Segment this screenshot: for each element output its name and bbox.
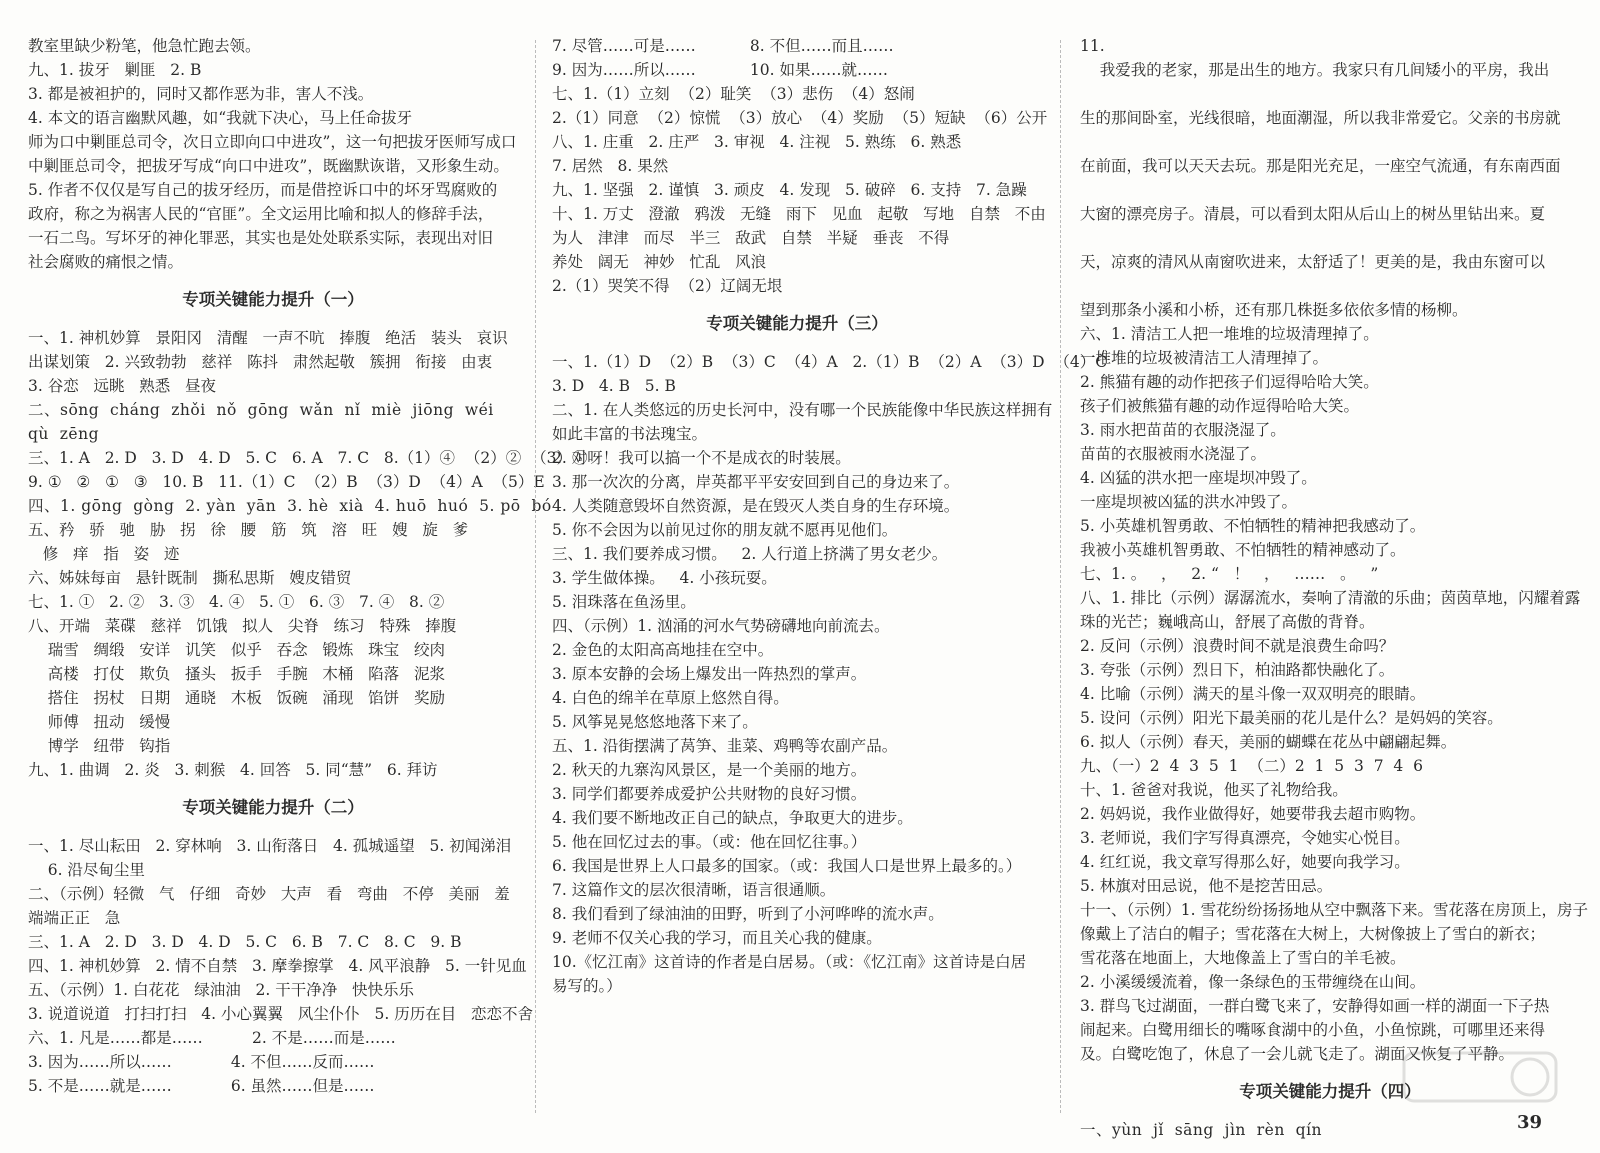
answer-line: 一石二鸟。写坏牙的神化罪恶，其实也是处处联系实际，表现出对旧 — [28, 229, 494, 247]
answer-line: 一、1.（1）D （2）B （3）C （4）A 2.（1）B （2）A （3）D （4）C — [552, 353, 1108, 371]
answer-line: 四、1. 神机妙算 2. 情不自禁 3. 摩拳擦掌 4. 风平浪静 5. 一针见血 — [28, 957, 527, 975]
answer-line: 5. 他在回忆过去的事。（或：他在回忆往事。） — [552, 833, 867, 851]
column-divider — [535, 40, 536, 1113]
answer-line: 我爱我的老家，那是出生的地方。我家只有几间矮小的平房，我出 — [1080, 61, 1550, 79]
answer-line: 6. 沿尽甸尘里 — [28, 861, 145, 879]
answer-line: 及。白鹭吃饱了，休息了一会儿就飞走了。湖面又恢复了平静。 — [1080, 1045, 1515, 1063]
answer-line: 5. 设问（示例）阳光下最美丽的花儿是什么？是妈妈的笑容。 — [1080, 709, 1503, 727]
answer-line: 2. 金色的太阳高高地挂在空中。 — [552, 641, 774, 659]
answer-line: 一、1. 尽山耘田 2. 穿林响 3. 山衔落日 4. 孤城遥望 5. 初闻涕泪 — [28, 837, 512, 855]
answer-line: 5. 你不会因为以前见过你的朋友就不愿再见他们。 — [552, 521, 898, 539]
answer-line: 11. — [1080, 37, 1105, 55]
answer-line: 2. 妈妈说，我作业做得好，她要带我去超市购物。 — [1080, 805, 1426, 823]
answer-line: 七、1. ① 2. ② 3. ③ 4. ④ 5. ① 6. ③ 7. ④ 8. ② — [28, 593, 445, 611]
answer-line: 2.（1）同意 （2）惊慌 （3）放心 （4）奖励 （5）短缺 （6）公开 — [552, 109, 1048, 127]
answer-line: 八、1. 庄重 2. 庄严 3. 审视 4. 注视 5. 熟练 6. 熟悉 — [552, 133, 962, 151]
pinyin-answer-line: qù zēng — [28, 425, 100, 443]
answer-line: 3. 群鸟飞过湖面，一群白鹭飞来了，安静得如画一样的湖面一下子热 — [1080, 997, 1550, 1015]
answer-line — [1080, 82, 1580, 106]
answer-line: 三、1. 我们要养成习惯。 2. 人行道上挤满了男女老少。 — [552, 545, 948, 563]
answer-column-middle — [552, 34, 1108, 998]
answer-line: 2. 熊猫有趣的动作把孩子们逗得哈哈大笑。 — [1080, 373, 1379, 391]
answer-line: 9. ① ② ① ③ 10. B 11.（1）C （2）B （3）D （4）A （5）E — [28, 473, 545, 491]
answer-line: 3. 都是被袒护的，同时又都作恶为非，害人不浅。 — [28, 85, 374, 103]
answer-line: 4. 比喻（示例）满天的星斗像一双双明亮的眼睛。 — [1080, 685, 1426, 703]
answer-line: 2.（1）哭笑不得 （2）辽阔无垠 — [552, 277, 783, 295]
answer-line: 二、（示例）轻微 气 仔细 奇妙 大声 看 弯曲 不停 美丽 羞 — [28, 885, 510, 903]
answer-line: 十、1. 万丈 澄澈 鸦泼 无缝 雨下 见血 起敬 写地 自禁 不由 — [552, 205, 1046, 223]
answer-line: 易写的。） — [552, 977, 622, 995]
answer-line: 像戴上了洁白的帽子；雪花落在大树上，大树像披上了雪白的新衣； — [1080, 925, 1546, 943]
answer-line: 6. 拟人（示例）春天，美丽的蝴蝶在花丛中翩翩起舞。 — [1080, 733, 1457, 751]
answer-line: 师傅 扭动 缓慢 — [28, 713, 171, 731]
answer-line: 8. 我们看到了绿油油的田野，听到了小河哗哗的流水声。 — [552, 905, 944, 923]
answer-line: 3. 老师说，我们字写得真漂亮，令她实心悦目。 — [1080, 829, 1410, 847]
answer-line: 八、开端 菜碟 慈祥 饥饿 拟人 尖脊 练习 特殊 捧腹 — [28, 617, 457, 635]
answer-line: 五、（示例）1. 白花花 绿油油 2. 干干净净 快快乐乐 — [28, 981, 415, 999]
answer-line: 3. D 4. B 5. B — [552, 377, 676, 395]
answer-line: 九、1. 拔牙 剿匪 2. B — [28, 61, 202, 79]
answer-line: 我被小英雄机智勇敢、不怕牺牲的精神感动了。 — [1080, 541, 1406, 559]
answer-line: 大窗的漂亮房子。清晨，可以看到太阳从后山上的树丛里钻出来。夏 — [1080, 205, 1546, 223]
answer-line: 9. 老师不仅关心我的学习，而且关心我的健康。 — [552, 929, 882, 947]
answer-line: 四、（示例）1. 汹涌的河水气势磅礴地向前流去。 — [552, 617, 890, 635]
answer-line — [1080, 130, 1580, 154]
answer-line — [1080, 178, 1580, 202]
column-divider — [1060, 40, 1061, 1113]
answer-line: 一座堤坝被凶猛的洪水冲毁了。 — [1080, 493, 1298, 511]
answer-line: 三、1. A 2. D 3. D 4. D 5. C 6. A 7. C 8.（1）④ （2）② （3）① — [28, 449, 588, 467]
answer-line: 师为口中剿匪总司令，次日立即向口中进攻”，这一句把拔牙医师写成口 — [28, 133, 517, 151]
answer-line: 3. 同学们都要养成爱护公共财物的良好习惯。 — [552, 785, 867, 803]
answer-line: 5. 林旗对田忌说，他不是挖苦田忌。 — [1080, 877, 1333, 895]
answer-line: 珠的光芒；巍峨高山，舒展了高傲的背脊。 — [1080, 613, 1375, 631]
answer-line: 搭住 拐杖 日期 通晓 木板 饭碗 涌现 馅饼 奖励 — [28, 689, 445, 707]
answer-line: 4. 我们要不断地改正自己的缺点，争取更大的进步。 — [552, 809, 913, 827]
answer-line: 端端正正 急 — [28, 909, 121, 927]
answer-line: 7. 尽管……可是…… 8. 不但……而且…… — [552, 37, 894, 55]
answer-line: 2. 反问（示例）浪费时间不就是浪费生命吗？ — [1080, 637, 1395, 655]
pinyin-answer-line: 二、sōng cháng zhǒi nǒ gōng wǎn nǐ miè jiōng wéi — [28, 401, 494, 419]
section-heading: 专项关键能力提升（二） — [182, 798, 364, 817]
answer-line: 9. 因为……所以…… 10. 如果……就…… — [552, 61, 888, 79]
answer-line: 如此丰富的书法瑰宝。 — [552, 425, 708, 443]
pinyin-answer-line: 四、1. gōng gòng 2. yàn yān 3. hè xià 4. huō huó 5. pō bó — [28, 497, 552, 515]
answer-line: 3. 说道说道 打扫打扫 4. 小心翼翼 风尘仆仆 5. 历历在目 恋恋不舍 — [28, 1005, 534, 1023]
section-heading: 专项关键能力提升（一） — [182, 290, 364, 309]
answer-line: 政府，称之为祸害人民的“官匪”。全文运用比喻和拟人的修辞手法， — [28, 205, 494, 223]
answer-line: 闹起来。白鹭用细长的嘴啄食湖中的小鱼，小鱼惊跳，可哪里还来得 — [1080, 1021, 1546, 1039]
answer-line: 3. 谷恋 远眺 熟悉 昼夜 — [28, 377, 217, 395]
answer-line: 一、1. 神机妙算 景阳冈 清醒 一声不吭 捧腹 绝活 装头 哀识 — [28, 329, 508, 347]
answer-line: 修 痒 指 姿 迹 — [28, 545, 180, 563]
answer-line: 天，凉爽的清风从南窗吹进来，太舒适了！更美的是，我由东窗可以 — [1080, 253, 1546, 271]
answer-line: 九、1. 曲调 2. 炎 3. 刺猴 4. 回答 5. 同“慧” 6. 拜访 — [28, 761, 438, 779]
answer-line: 高楼 打仗 欺负 搔头 扳手 手腕 木桶 陷落 泥浆 — [28, 665, 445, 683]
answer-line: 孩子们被熊猫有趣的动作逗得哈哈大笑。 — [1080, 397, 1360, 415]
answer-line: 3. 夸张（示例）烈日下，柏油路都快融化了。 — [1080, 661, 1395, 679]
answer-line: 七、1.（1）立刻 （2）耻笑 （3）悲伤 （4）怒闹 — [552, 85, 915, 103]
answer-line: 三、1. A 2. D 3. D 4. D 5. C 6. B 7. C 8. C 9. B — [28, 933, 462, 951]
answer-line: 为人 津津 而尽 半三 敌武 自禁 半疑 垂丧 不得 — [552, 229, 950, 247]
answer-line: 博学 纽带 钩指 — [28, 737, 171, 755]
answer-line: 4. 白色的绵羊在草原上悠然自得。 — [552, 689, 789, 707]
answer-line — [1080, 226, 1580, 250]
answer-line: 3. 雨水把苗苗的衣服浇湿了。 — [1080, 421, 1286, 439]
section-heading: 专项关键能力提升（四） — [1239, 1082, 1421, 1101]
answer-line: 6. 我国是世界上人口最多的国家。（或：我国人口是世界上最多的。） — [552, 857, 1022, 875]
answer-line: 瑞雪 绸缎 安详 讥笑 似乎 吞念 锻炼 珠宝 绞肉 — [28, 641, 445, 659]
answer-line: 10.《忆江南》这首诗的作者是白居易。（或：《忆江南》这首诗是白居 — [552, 953, 1027, 971]
answer-line: 二、1. 在人类悠远的历史长河中，没有哪一个民族能像中华民族这样拥有 — [552, 401, 1053, 419]
answer-line: 五、矜 骄 驰 胁 拐 徐 腰 筋 筑 溶 旺 嫂 旋 爹 — [28, 521, 469, 539]
answer-line: 生的那间卧室，光线很暗，地面潮湿，所以我非常爱它。父亲的书房就 — [1080, 109, 1561, 127]
answer-line: 4. 人类随意毁坏自然资源，是在毁灭人类自身的生存环境。 — [552, 497, 960, 515]
answer-line: 5. 泪珠落在鱼汤里。 — [552, 593, 696, 611]
answer-line: 3. 那一次次的分离，岸英都平平安安回到自己的身边来了。 — [552, 473, 960, 491]
answer-line: 5. 小英雄机智勇敢、不怕牺牲的精神把我感动了。 — [1080, 517, 1426, 535]
answer-line: 八、1. 排比（示例）潺潺流水，奏响了清澈的乐曲；茵茵草地，闪耀着露 — [1080, 589, 1581, 607]
answer-line: 7. 居然 8. 果然 — [552, 157, 669, 175]
answer-line: 十一、（示例）1. 雪花纷纷扬扬地从空中飘落下来。雪花落在房顶上，房子 — [1080, 901, 1588, 919]
answer-line: 4. 凶猛的洪水把一座堤坝冲毁了。 — [1080, 469, 1317, 487]
answer-line: 2. 小溪缓缓流着，像一条绿色的玉带缠绕在山间。 — [1080, 973, 1426, 991]
answer-line: 七、1. 。 ， 2. “ ！ ， …… 。 ” — [1080, 565, 1379, 583]
pinyin-answer-line: 一、yùn jǐ sāng jìn rèn qín — [1080, 1121, 1323, 1139]
answer-line: 2. 对呀！我可以搞一个不是成衣的时装展。 — [552, 449, 851, 467]
answer-line: 雪花落在地面上，大地像盖上了雪白的羊毛被。 — [1080, 949, 1406, 967]
answer-line: 六、1. 清洁工人把一堆堆的垃圾清理掉了。 — [1080, 325, 1379, 343]
answer-column-right — [1080, 34, 1588, 1142]
answer-line: 在前面，我可以天天去玩。那是阳光充足，一座空气流通，有东南西面 — [1080, 157, 1561, 175]
answer-line: 五、1. 沿街摆满了莴笋、韭菜、鸡鸭等农副产品。 — [552, 737, 898, 755]
answer-line: 望到那条小溪和小桥，还有那几株挺多依依多情的杨柳。 — [1080, 301, 1468, 319]
answer-line: 一堆堆的垃圾被清洁工人清理掉了。 — [1080, 349, 1329, 367]
answer-line: 九、1. 坚强 2. 谨慎 3. 顽皮 4. 发现 5. 破碎 6. 支持 7. 急躁 — [552, 181, 1027, 199]
answer-line: 养处 阔无 神妙 忙乱 风浪 — [552, 253, 767, 271]
answer-line: 4. 红红说，我文章写得那么好，她要向我学习。 — [1080, 853, 1410, 871]
answer-line: 3. 学生做体操。 4. 小孩玩耍。 — [552, 569, 777, 587]
answer-line: 3. 因为……所以…… 4. 不但……反而…… — [28, 1053, 375, 1071]
answer-line: 六、姊妹每亩 悬针既制 撕私思斯 嫂皮错贸 — [28, 569, 352, 587]
answer-line: 5. 不是……就是…… 6. 虽然……但是…… — [28, 1077, 375, 1095]
answer-line: 5. 作者不仅仅是写自己的拔牙经历，而是借控诉口中的坏牙骂腐败的 — [28, 181, 498, 199]
answer-line: 九、（一）2 4 3 5 1 （二）2 1 5 3 7 4 6 — [1080, 757, 1423, 775]
answer-line — [1080, 274, 1580, 298]
answer-line: 4. 本文的语言幽默风趣，如“我就下决心，马上任命拔牙 — [28, 109, 413, 127]
answer-line: 3. 原本安静的会场上爆发出一阵热烈的掌声。 — [552, 665, 867, 683]
answer-line: 中剿匪总司令，把拔牙写成“向口中进攻”，既幽默诙谐，又形象生动。 — [28, 157, 509, 175]
answer-line: 出谋划策 2. 兴致勃勃 慈祥 陈抖 肃然起敬 簇拥 衔接 由衷 — [28, 353, 493, 371]
answer-line: 5. 风筝晃晃悠悠地落下来了。 — [552, 713, 758, 731]
page-number: 39 — [1516, 1112, 1542, 1133]
answer-line: 7. 这篇作文的层次很清晰，语言很通顺。 — [552, 881, 836, 899]
answer-line: 六、1. 凡是……都是…… 2. 不是……而是…… — [28, 1029, 396, 1047]
answer-line: 苗苗的衣服被雨水浇湿了。 — [1080, 445, 1267, 463]
answer-line: 教室里缺少粉笔，他急忙跑去领。 — [28, 37, 261, 55]
answer-line: 社会腐败的痛恨之情。 — [28, 253, 184, 271]
section-heading: 专项关键能力提升（三） — [706, 314, 888, 333]
answer-line: 2. 秋天的九寨沟风景区，是一个美丽的地方。 — [552, 761, 867, 779]
answer-line: 十、1. 爸爸对我说，他买了礼物给我。 — [1080, 781, 1348, 799]
